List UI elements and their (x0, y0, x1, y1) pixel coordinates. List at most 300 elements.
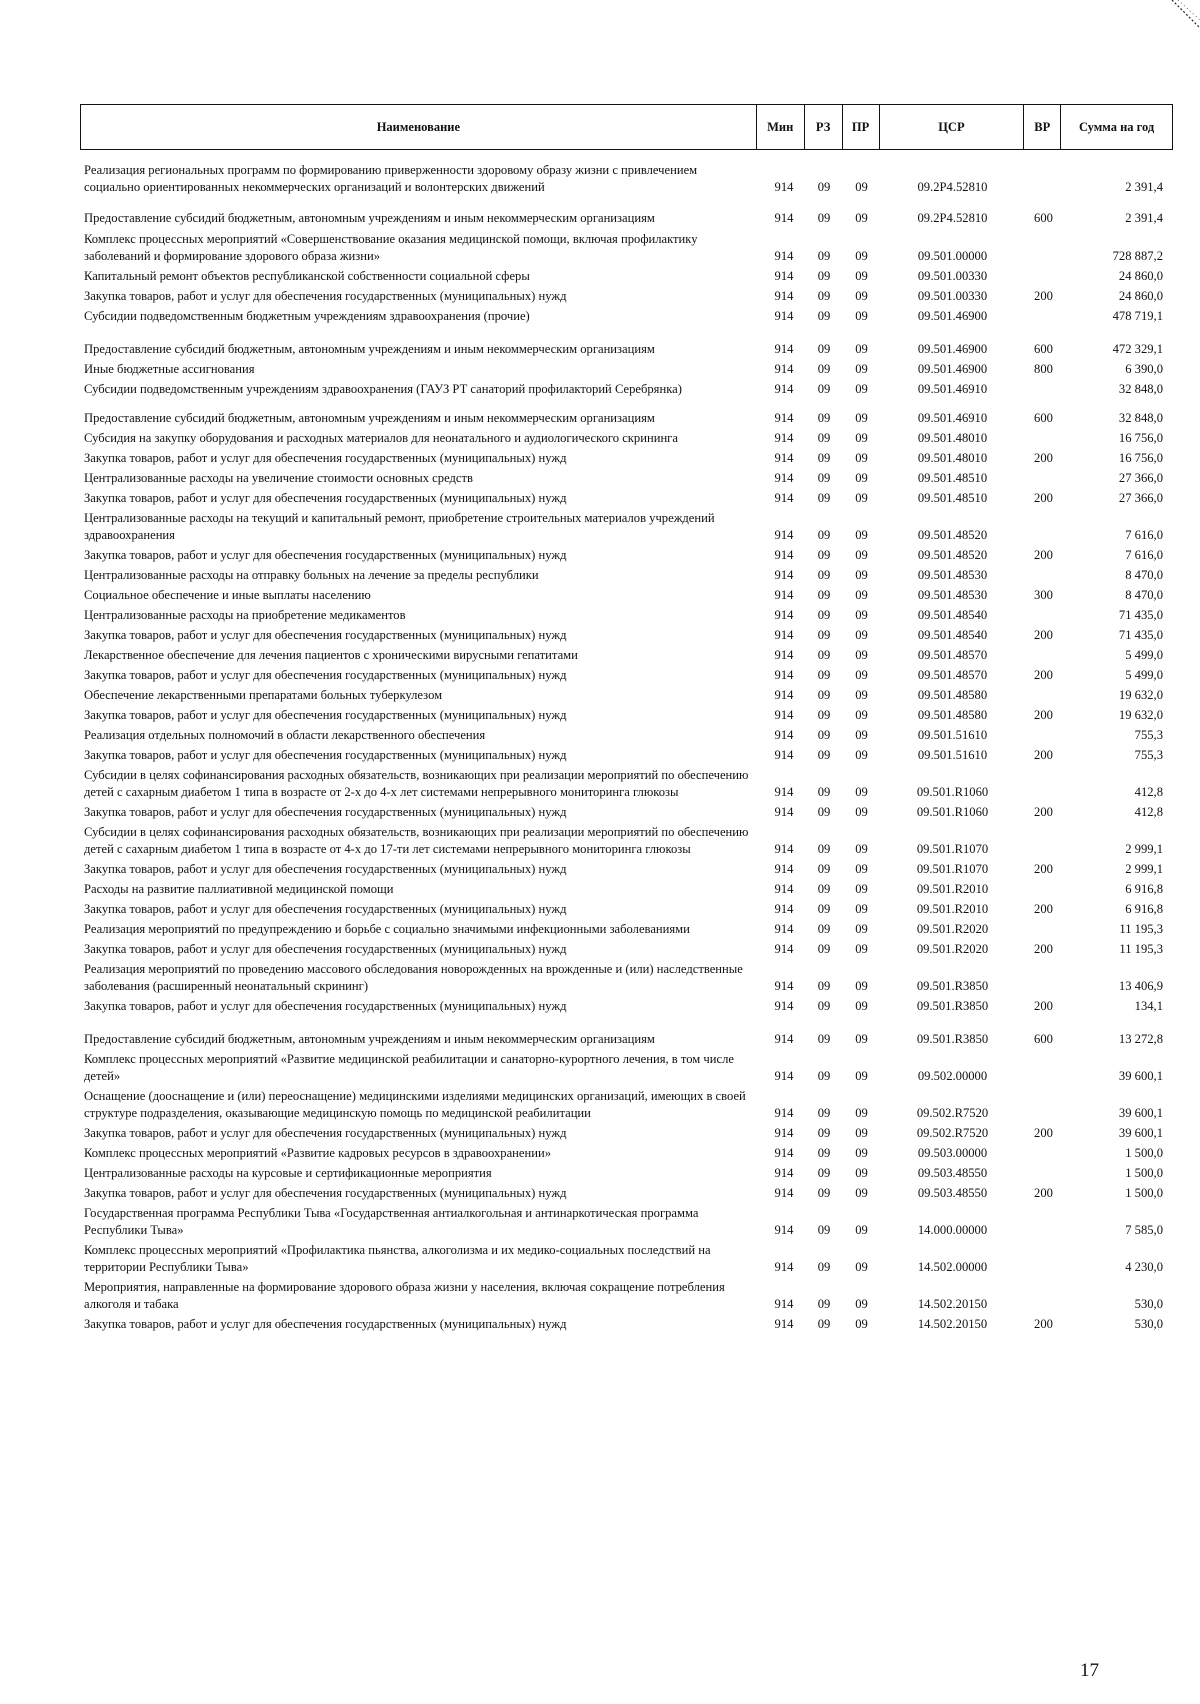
table-row (80, 1165, 1173, 1182)
cell-name: Капитальный ремонт объектов республиканской собственности социальной сферы (84, 269, 530, 283)
cell-sum: 27 366,0 (1118, 471, 1163, 485)
cell-min: 914 (774, 491, 794, 505)
table-row (80, 288, 1173, 305)
table-row (80, 921, 1173, 938)
table-row (80, 901, 1173, 918)
table-row (80, 1205, 1173, 1239)
cell-min: 914 (774, 862, 794, 876)
table-row (80, 998, 1173, 1015)
cell-min: 914 (774, 805, 794, 819)
cell-sum: 16 756,0 (1118, 431, 1163, 445)
cell-sum: 1 500,0 (1125, 1166, 1163, 1180)
cell-rz: 09 (817, 471, 831, 485)
cell-sum: 24 860,0 (1118, 289, 1163, 303)
cell-name: Реализация мероприятий по предупреждению и борьбе с социально значимыми инфекционными заболеваниями (84, 922, 690, 936)
cell-csr: 09.503.00000 (917, 1146, 988, 1160)
cell-min: 914 (774, 431, 794, 445)
cell-vr: 200 (1034, 862, 1053, 876)
cell-pr: 09 (855, 1106, 868, 1120)
cell-rz: 09 (817, 728, 831, 742)
cell-pr: 09 (855, 708, 868, 722)
cell-name: Расходы на развитие паллиативной медицинской помощи (84, 882, 394, 896)
table-row (80, 1185, 1173, 1202)
cell-rz: 09 (817, 1186, 831, 1200)
cell-csr: 09.501.46900 (917, 342, 988, 356)
cell-csr: 09.501.48510 (917, 471, 988, 485)
cell-rz: 09 (817, 882, 831, 896)
cell-sum: 19 632,0 (1118, 708, 1163, 722)
cell-sum: 2 999,1 (1125, 842, 1163, 856)
cell-name: Централизованные расходы на приобретение медикаментов (84, 608, 406, 622)
cell-csr: 09.501.48540 (917, 608, 988, 622)
cell-pr: 09 (855, 979, 868, 993)
cell-csr: 14.502.20150 (917, 1297, 988, 1311)
cell-name: Централизованные расходы на текущий и капитальный ремонт, приобретение строительных материалов учреждений здравоохранения (84, 511, 715, 542)
cell-pr: 09 (855, 1260, 868, 1274)
cell-vr: 600 (1034, 1032, 1053, 1046)
cell-pr: 09 (855, 1126, 868, 1140)
cell-sum: 6 916,8 (1125, 902, 1163, 916)
table-row (80, 361, 1173, 378)
table-row (80, 767, 1173, 801)
cell-pr: 09 (855, 309, 868, 323)
cell-rz: 09 (817, 411, 831, 425)
cell-rz: 09 (817, 688, 831, 702)
cell-pr: 09 (855, 648, 868, 662)
column-header-csr: ЦСР (880, 105, 1025, 149)
cell-sum: 71 435,0 (1118, 628, 1163, 642)
cell-name: Закупка товаров, работ и услуг для обеспечения государственных (муниципальных) нужд (84, 491, 567, 505)
cell-csr: 09.501.48520 (917, 528, 988, 542)
cell-sum: 5 499,0 (1125, 648, 1163, 662)
cell-name: Закупка товаров, работ и услуг для обеспечения государственных (муниципальных) нужд (84, 451, 567, 465)
cell-sum: 2 391,4 (1125, 180, 1163, 194)
cell-csr: 09.501.R1070 (916, 842, 989, 856)
cell-name: Предоставление субсидий бюджетным, автономным учреждениям и иным некоммерческим организациям (84, 411, 655, 425)
cell-name: Лекарственное обеспечение для лечения пациентов с хроническими вирусными гепатитами (84, 648, 578, 662)
table-row (80, 607, 1173, 624)
cell-sum: 5 499,0 (1125, 668, 1163, 682)
cell-sum: 13 272,8 (1118, 1032, 1163, 1046)
cell-sum: 530,0 (1134, 1297, 1163, 1311)
cell-rz: 09 (817, 805, 831, 819)
cell-csr: 09.502.R7520 (916, 1106, 989, 1120)
cell-name: Закупка товаров, работ и услуг для обеспечения государственных (муниципальных) нужд (84, 1186, 567, 1200)
table-row (80, 587, 1173, 604)
cell-sum: 11 195,3 (1119, 922, 1163, 936)
cell-sum: 530,0 (1134, 1317, 1163, 1331)
cell-name: Комплекс процессных мероприятий «Развитие медицинской реабилитации и санаторно-курортного лечения, в том числе детей» (84, 1052, 734, 1083)
cell-name: Закупка товаров, работ и услуг для обеспечения государственных (муниципальных) нужд (84, 902, 567, 916)
cell-min: 914 (774, 411, 794, 425)
cell-min: 914 (774, 922, 794, 936)
cell-sum: 755,3 (1134, 748, 1163, 762)
cell-sum: 478 719,1 (1112, 309, 1163, 323)
cell-min: 914 (774, 451, 794, 465)
cell-sum: 27 366,0 (1118, 491, 1163, 505)
cell-csr: 09.501.48530 (917, 568, 988, 582)
cell-min: 914 (774, 748, 794, 762)
cell-sum: 472 329,1 (1112, 342, 1163, 356)
cell-rz: 09 (817, 568, 831, 582)
cell-vr: 800 (1034, 362, 1053, 376)
cell-name: Обеспечение лекарственными препаратами больных туберкулезом (84, 688, 443, 702)
cell-csr: 14.502.20150 (917, 1317, 988, 1331)
cell-pr: 09 (855, 748, 868, 762)
cell-pr: 09 (855, 342, 868, 356)
cell-min: 914 (774, 942, 794, 956)
cell-min: 914 (774, 362, 794, 376)
cell-rz: 09 (817, 785, 831, 799)
table-row (80, 490, 1173, 507)
cell-min: 914 (774, 382, 794, 396)
cell-csr: 09.501.R2010 (916, 882, 989, 896)
cell-rz: 09 (817, 1069, 831, 1083)
cell-min: 914 (774, 1186, 794, 1200)
cell-min: 914 (774, 999, 794, 1013)
cell-rz: 09 (817, 548, 831, 562)
cell-pr: 09 (855, 382, 868, 396)
table-row (80, 231, 1173, 265)
cell-rz: 09 (817, 528, 831, 542)
cell-name: Субсидия на закупку оборудования и расходных материалов для неонатального и аудиологического скрининга (84, 431, 678, 445)
cell-sum: 6 390,0 (1125, 362, 1163, 376)
cell-pr: 09 (855, 805, 868, 819)
cell-csr: 09.501.R2020 (916, 922, 989, 936)
cell-min: 914 (774, 568, 794, 582)
table-row (80, 1316, 1173, 1333)
cell-pr: 09 (855, 411, 868, 425)
cell-name: Закупка товаров, работ и услуг для обеспечения государственных (муниципальных) нужд (84, 748, 567, 762)
cell-pr: 09 (855, 1166, 868, 1180)
cell-min: 914 (774, 249, 794, 263)
column-header-pr: ПР (843, 105, 880, 149)
cell-rz: 09 (817, 1106, 831, 1120)
cell-rz: 09 (817, 588, 831, 602)
cell-sum: 11 195,3 (1119, 942, 1163, 956)
cell-csr: 09.501.48570 (917, 668, 988, 682)
cell-pr: 09 (855, 922, 868, 936)
cell-sum: 2 999,1 (1125, 862, 1163, 876)
cell-pr: 09 (855, 568, 868, 582)
cell-csr: 09.501.46910 (917, 411, 988, 425)
cell-vr: 600 (1034, 211, 1053, 225)
cell-rz: 09 (817, 628, 831, 642)
cell-csr: 09.501.00000 (917, 249, 988, 263)
cell-name: Субсидии в целях софинансирования расходных обязательств, возникающих при реализации мероприятий по обеспечению детей с сахарным диабетом 1 типа в возрасте от 4-х до 17-ти лет системами непрерывного мониторинга глюкозы (84, 825, 749, 856)
cell-rz: 09 (817, 1223, 831, 1237)
cell-min: 914 (774, 528, 794, 542)
cell-sum: 755,3 (1134, 728, 1163, 742)
cell-vr: 300 (1034, 588, 1053, 602)
cell-pr: 09 (855, 289, 868, 303)
cell-rz: 09 (817, 342, 831, 356)
cell-pr: 09 (855, 528, 868, 542)
cell-name: Комплекс процессных мероприятий «Совершенствование оказания медицинской помощи, включая профилактику заболеваний и формирование здорового образа жизни» (84, 232, 698, 263)
cell-rz: 09 (817, 269, 831, 283)
cell-sum: 6 916,8 (1125, 882, 1163, 896)
cell-csr: 09.501.48510 (917, 491, 988, 505)
cell-name: Закупка товаров, работ и услуг для обеспечения государственных (муниципальных) нужд (84, 999, 567, 1013)
cell-name: Закупка товаров, работ и услуг для обеспечения государственных (муниципальных) нужд (84, 289, 567, 303)
cell-sum: 7 616,0 (1125, 548, 1163, 562)
table-row (80, 627, 1173, 644)
cell-sum: 2 391,4 (1125, 211, 1163, 225)
page-corner-mark (1168, 0, 1200, 34)
cell-vr: 200 (1034, 628, 1053, 642)
cell-pr: 09 (855, 471, 868, 485)
cell-sum: 8 470,0 (1125, 568, 1163, 582)
cell-csr: 09.502.00000 (917, 1069, 988, 1083)
cell-csr: 09.501.R2020 (916, 942, 989, 956)
cell-rz: 09 (817, 608, 831, 622)
cell-pr: 09 (855, 688, 868, 702)
cell-rz: 09 (817, 362, 831, 376)
cell-name: Централизованные расходы на курсовые и сертификационные мероприятия (84, 1166, 492, 1180)
page-number: 17 (1080, 1660, 1099, 1681)
cell-min: 914 (774, 785, 794, 799)
cell-csr: 09.501.R1070 (916, 862, 989, 876)
cell-name: Реализация мероприятий по проведению массового обследования новорожденных на врожденные и (или) наследственные заболевания (расширенный неонатальный скрининг) (84, 962, 743, 993)
table-row (80, 341, 1173, 358)
cell-name: Централизованные расходы на увеличение стоимости основных средств (84, 471, 473, 485)
cell-pr: 09 (855, 942, 868, 956)
cell-pr: 09 (855, 588, 868, 602)
cell-rz: 09 (817, 708, 831, 722)
cell-pr: 09 (855, 249, 868, 263)
cell-pr: 09 (855, 451, 868, 465)
cell-min: 914 (774, 1069, 794, 1083)
table-row (80, 881, 1173, 898)
cell-csr: 09.501.R1060 (916, 805, 989, 819)
cell-min: 914 (774, 882, 794, 896)
cell-pr: 09 (855, 548, 868, 562)
column-header-rz: РЗ (805, 105, 843, 149)
cell-vr: 200 (1034, 942, 1053, 956)
table-row (80, 707, 1173, 724)
table-row (80, 747, 1173, 764)
table-row (80, 1242, 1173, 1276)
cell-pr: 09 (855, 902, 868, 916)
table-row (80, 727, 1173, 744)
table-row (80, 647, 1173, 664)
column-header-name: Наименование (81, 105, 757, 149)
cell-name: Закупка товаров, работ и услуг для обеспечения государственных (муниципальных) нужд (84, 942, 567, 956)
cell-vr: 200 (1034, 1186, 1053, 1200)
table-row (80, 510, 1173, 544)
cell-csr: 09.501.48520 (917, 548, 988, 562)
cell-sum: 39 600,1 (1118, 1069, 1163, 1083)
cell-vr: 200 (1034, 902, 1053, 916)
cell-csr: 09.501.46900 (917, 362, 988, 376)
cell-min: 914 (774, 1260, 794, 1274)
cell-name: Централизованные расходы на отправку больных на лечение за пределы республики (84, 568, 539, 582)
table-row (80, 567, 1173, 584)
cell-csr: 09.501.00330 (917, 289, 988, 303)
cell-rz: 09 (817, 249, 831, 263)
cell-vr: 200 (1034, 1126, 1053, 1140)
cell-sum: 7 585,0 (1125, 1223, 1163, 1237)
cell-sum: 39 600,1 (1118, 1106, 1163, 1120)
cell-name: Предоставление субсидий бюджетным, автономным учреждениям и иным некоммерческим организациям (84, 342, 655, 356)
cell-min: 914 (774, 902, 794, 916)
cell-min: 914 (774, 1166, 794, 1180)
table-row (80, 961, 1173, 995)
cell-min: 914 (774, 608, 794, 622)
cell-csr: 09.501.51610 (917, 728, 988, 742)
cell-vr: 200 (1034, 289, 1053, 303)
cell-pr: 09 (855, 862, 868, 876)
table-row (80, 687, 1173, 704)
cell-vr: 200 (1034, 1317, 1053, 1331)
cell-vr: 200 (1034, 668, 1053, 682)
cell-rz: 09 (817, 999, 831, 1013)
cell-rz: 09 (817, 902, 831, 916)
cell-csr: 09.501.48580 (917, 688, 988, 702)
cell-csr: 09.503.48550 (917, 1166, 988, 1180)
cell-min: 914 (774, 708, 794, 722)
cell-rz: 09 (817, 1126, 831, 1140)
cell-pr: 09 (855, 1317, 868, 1331)
cell-vr: 600 (1034, 411, 1053, 425)
cell-pr: 09 (855, 362, 868, 376)
cell-pr: 09 (855, 668, 868, 682)
cell-csr: 09.2Р4.52810 (917, 180, 988, 194)
cell-min: 914 (774, 1317, 794, 1331)
cell-csr: 09.501.R1060 (916, 785, 989, 799)
cell-vr: 200 (1034, 491, 1053, 505)
table-row (80, 1031, 1173, 1048)
cell-pr: 09 (855, 608, 868, 622)
cell-rz: 09 (817, 1297, 831, 1311)
cell-name: Государственная программа Республики Тыва «Государственная антиалкогольная и антинаркотическая программа Республики Тыва» (84, 1206, 699, 1237)
table-row (80, 1125, 1173, 1142)
cell-sum: 19 632,0 (1118, 688, 1163, 702)
cell-min: 914 (774, 1032, 794, 1046)
cell-rz: 09 (817, 451, 831, 465)
cell-pr: 09 (855, 1032, 868, 1046)
cell-sum: 1 500,0 (1125, 1186, 1163, 1200)
table-row (80, 824, 1173, 858)
cell-vr: 200 (1034, 748, 1053, 762)
cell-sum: 39 600,1 (1118, 1126, 1163, 1140)
cell-pr: 09 (855, 842, 868, 856)
cell-csr: 09.501.48010 (917, 431, 988, 445)
cell-min: 914 (774, 471, 794, 485)
cell-pr: 09 (855, 211, 868, 225)
cell-sum: 412,8 (1134, 805, 1163, 819)
cell-rz: 09 (817, 309, 831, 323)
cell-name: Мероприятия, направленные на формирование здорового образа жизни у населения, включая сокращение потребления алкоголя и табака (84, 1280, 725, 1311)
cell-rz: 09 (817, 289, 831, 303)
cell-name: Иные бюджетные ассигнования (84, 362, 255, 376)
cell-name: Социальное обеспечение и иные выплаты населению (84, 588, 371, 602)
cell-min: 914 (774, 1126, 794, 1140)
cell-csr: 09.501.48010 (917, 451, 988, 465)
cell-rz: 09 (817, 180, 831, 194)
cell-sum: 4 230,0 (1125, 1260, 1163, 1274)
cell-min: 914 (774, 342, 794, 356)
cell-pr: 09 (855, 1223, 868, 1237)
table-body (80, 162, 1173, 1336)
cell-vr: 200 (1034, 805, 1053, 819)
cell-csr: 09.501.48580 (917, 708, 988, 722)
table-row (80, 210, 1173, 227)
cell-name: Закупка товаров, работ и услуг для обеспечения государственных (муниципальных) нужд (84, 1317, 567, 1331)
table-row (80, 162, 1173, 196)
table-row (80, 381, 1173, 398)
cell-name: Предоставление субсидий бюджетным, автономным учреждениям и иным некоммерческим организациям (84, 1032, 655, 1046)
cell-csr: 09.501.48530 (917, 588, 988, 602)
column-header-vr: ВР (1024, 105, 1061, 149)
table-row (80, 268, 1173, 285)
cell-name: Реализация региональных программ по формированию приверженности здоровому образу жизни с привлечением социально ориентированных некоммерческих организаций и волонтерских движений (84, 163, 698, 194)
cell-csr: 09.2Р4.52810 (917, 211, 988, 225)
cell-pr: 09 (855, 1146, 868, 1160)
cell-name: Предоставление субсидий бюджетным, автономным учреждениям и иным некоммерческим организациям (84, 211, 655, 225)
cell-vr: 200 (1034, 548, 1053, 562)
cell-pr: 09 (855, 180, 868, 194)
cell-name: Оснащение (дооснащение и (или) переоснащение) медицинскими изделиями медицинских организаций, имеющих в своей структуре подразделения, оказывающие медицинскую помощь по медицинской реабилитации (84, 1089, 746, 1120)
table-row (80, 861, 1173, 878)
table-row (80, 667, 1173, 684)
cell-name: Закупка товаров, работ и услуг для обеспечения государственных (муниципальных) нужд (84, 862, 567, 876)
cell-min: 914 (774, 1146, 794, 1160)
cell-csr: 09.501.R3850 (916, 979, 989, 993)
cell-csr: 09.501.R3850 (916, 1032, 989, 1046)
cell-min: 914 (774, 211, 794, 225)
cell-rz: 09 (817, 491, 831, 505)
cell-rz: 09 (817, 1166, 831, 1180)
cell-pr: 09 (855, 728, 868, 742)
cell-min: 914 (774, 668, 794, 682)
cell-name: Закупка товаров, работ и услуг для обеспечения государственных (муниципальных) нужд (84, 805, 567, 819)
cell-min: 914 (774, 588, 794, 602)
cell-csr: 09.501.51610 (917, 748, 988, 762)
cell-min: 914 (774, 842, 794, 856)
cell-min: 914 (774, 1223, 794, 1237)
cell-pr: 09 (855, 785, 868, 799)
table-row (80, 1145, 1173, 1162)
cell-min: 914 (774, 728, 794, 742)
table-row (80, 308, 1173, 325)
cell-min: 914 (774, 269, 794, 283)
cell-name: Закупка товаров, работ и услуг для обеспечения государственных (муниципальных) нужд (84, 628, 567, 642)
cell-min: 914 (774, 548, 794, 562)
cell-min: 914 (774, 1106, 794, 1120)
table-row (80, 1051, 1173, 1085)
table-row (80, 410, 1173, 427)
cell-sum: 16 756,0 (1118, 451, 1163, 465)
cell-vr: 200 (1034, 708, 1053, 722)
cell-name: Реализация отдельных полномочий в области лекарственного обеспечения (84, 728, 486, 742)
cell-sum: 32 848,0 (1118, 382, 1163, 396)
table-row (80, 470, 1173, 487)
cell-rz: 09 (817, 1146, 831, 1160)
cell-pr: 09 (855, 1069, 868, 1083)
table-row (80, 1088, 1173, 1122)
cell-rz: 09 (817, 942, 831, 956)
cell-rz: 09 (817, 648, 831, 662)
cell-sum: 13 406,9 (1118, 979, 1163, 993)
cell-name: Субсидии в целях софинансирования расходных обязательств, возникающих при реализации мероприятий по обеспечению детей с сахарным диабетом 1 типа в возрасте от 2-х до 4-х лет системами непрерывного мониторинга глюкозы (84, 768, 749, 799)
cell-pr: 09 (855, 628, 868, 642)
cell-rz: 09 (817, 382, 831, 396)
cell-rz: 09 (817, 748, 831, 762)
cell-pr: 09 (855, 999, 868, 1013)
cell-pr: 09 (855, 1297, 868, 1311)
cell-min: 914 (774, 648, 794, 662)
